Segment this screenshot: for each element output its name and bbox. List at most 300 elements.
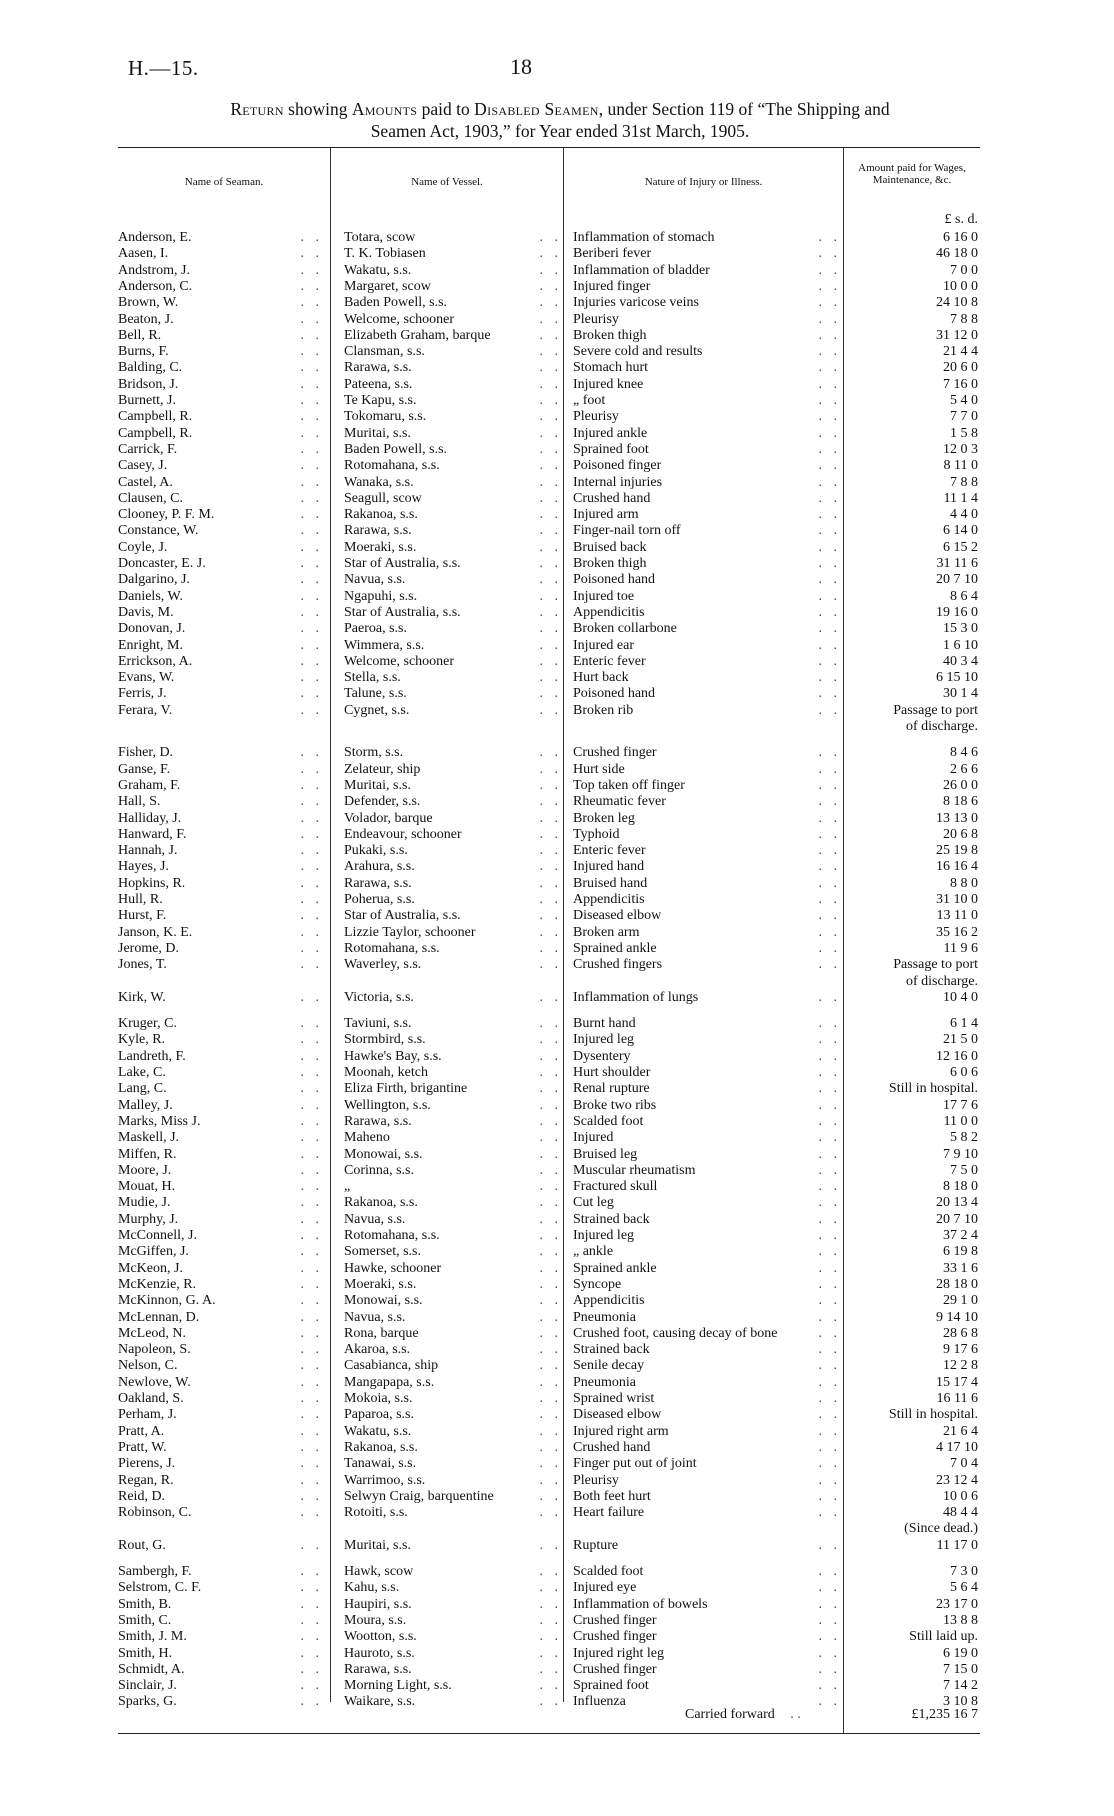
title-paid-to: paid to [417, 99, 475, 119]
amount-paid: 40 3 4 [943, 653, 978, 669]
vessel-name: Star of Australia, s.s. . . [344, 604, 562, 620]
injury-description: Hurt back . . [573, 670, 841, 686]
injury-description: Poisoned finger . . [573, 458, 841, 474]
injury-description: Bruised leg . . [573, 1146, 841, 1162]
column-header-vessel: Name of Vessel. [411, 176, 483, 188]
amount-paid: Still laid up. [909, 1629, 978, 1645]
column-header-injury: Nature of Injury or Illness. [644, 176, 763, 188]
amount-paid: 8 8 0 [950, 875, 978, 891]
amount-paid: 6 14 0 [943, 523, 978, 539]
injury-description: Muscular rheumatism . . [573, 1162, 841, 1178]
amount-paid: 15 17 4 [936, 1374, 978, 1390]
injury-description: Broken collarbone . . [573, 621, 841, 637]
vessel-name: Tokomaru, s.s. . . [344, 409, 562, 425]
vessel-name: Warrimoo, s.s. . . [344, 1472, 562, 1488]
injury-description: Bruised hand . . [573, 875, 841, 891]
amount-paid: 21 6 4 [943, 1423, 978, 1439]
table-row [0, 1358, 1114, 1374]
seaman-name: Pratt, W. . . [118, 1439, 323, 1455]
amount-paid: 1 5 8 [950, 425, 978, 441]
vessel-name: Moeraki, s.s. . . [344, 539, 562, 555]
injury-description: Influenza . . [573, 1694, 841, 1710]
amount-paid: 30 1 4 [943, 686, 978, 702]
seaman-name: Doncaster, E. J. . . [118, 556, 323, 571]
seaman-name: Janson, K. E. . . [118, 924, 323, 940]
seaman-name: Carrick, F. . . [118, 441, 323, 457]
seaman-name: Jones, T. . . [118, 957, 323, 973]
vessel-name: Taviuni, s.s. . . [344, 1016, 562, 1032]
vessel-name: Monowai, s.s. . . [344, 1293, 562, 1309]
seaman-name: Hopkins, R. . . [118, 875, 323, 891]
injury-description: Inflammation of bladder . . [573, 262, 841, 278]
seaman-name: Daniels, W. . . [118, 588, 323, 604]
table-row [0, 827, 1114, 843]
amount-paid: 15 3 0 [943, 621, 978, 637]
table-row [0, 1244, 1114, 1260]
seaman-name: Bell, R. . . [118, 327, 323, 343]
seaman-name: Clooney, P. F. M. . . [118, 507, 323, 523]
table-row [0, 1147, 1114, 1163]
vessel-name: Rarawa, s.s. . . [344, 360, 562, 376]
seaman-name: Nelson, C. . . [118, 1358, 323, 1374]
table-row [0, 328, 1114, 344]
vessel-name: Navua, s.s. . . [344, 1309, 562, 1325]
vessel-name: Rona, barque . . [344, 1325, 562, 1341]
table-row [0, 1326, 1114, 1342]
amount-paid: 8 18 0 [943, 1179, 978, 1195]
amount-paid: 5 4 0 [950, 393, 978, 408]
injury-description: Crushed hand . . [573, 490, 841, 506]
vessel-name: Stormbird, s.s. . . [344, 1032, 562, 1048]
vessel-name: Welcome, schooner . . [344, 653, 562, 669]
amount-paid: 8 6 4 [950, 588, 978, 604]
seaman-name: Ferris, J. . . [118, 686, 323, 702]
amount-paid: 21 4 4 [943, 344, 978, 360]
title-return: Return [230, 99, 284, 119]
seaman-name: Kyle, R. . . [118, 1032, 323, 1048]
vessel-name: Mokoia, s.s. . . [344, 1391, 562, 1406]
seaman-name: Mudie, J. . . [118, 1195, 323, 1211]
injury-description: Injured ankle . . [573, 425, 841, 441]
injury-description: Sprained wrist . . [573, 1391, 841, 1406]
seaman-name: Smith, J. M. . . [118, 1629, 323, 1645]
amount-paid: 6 15 10 [936, 670, 978, 686]
amount-paid: 24 10 8 [936, 295, 978, 311]
amount-paid: 19 16 0 [936, 604, 978, 620]
amount-paid: 11 17 0 [936, 1537, 978, 1553]
table-row [0, 491, 1114, 507]
vessel-name: Muritai, s.s. . . [344, 425, 562, 441]
injury-description: Injured hand . . [573, 859, 841, 875]
amount-paid: 7 14 2 [943, 1678, 978, 1694]
table-row [0, 1456, 1114, 1472]
vessel-name: Volador, barque . . [344, 810, 562, 826]
vessel-name: Defender, s.s. . . [344, 794, 562, 810]
injury-description: Strained back . . [573, 1342, 841, 1358]
amount-paid: 26 0 0 [943, 777, 978, 793]
seaman-name: Anderson, E. . . [118, 230, 323, 245]
seaman-name: Sambergh, F. . . [118, 1564, 323, 1579]
seaman-name: Pierens, J. . . [118, 1456, 323, 1472]
vessel-name: Moura, s.s. . . [344, 1612, 562, 1628]
amount-paid: 17 7 6 [943, 1097, 978, 1113]
vessel-name: Wakatu, s.s. . . [344, 1423, 562, 1439]
amount-paid: 9 17 6 [943, 1342, 978, 1358]
seaman-name: Maskell, J. . . [118, 1130, 323, 1146]
vessel-name: T. K. Tobiasen . . [344, 246, 562, 262]
vessel-name: Pateena, s.s. . . [344, 376, 562, 392]
injury-description: Crushed finger . . [573, 1661, 841, 1677]
amount-paid: 29 1 0 [943, 1293, 978, 1309]
amount-paid: 6 19 8 [943, 1244, 978, 1260]
table-row [0, 360, 1114, 376]
table-row [0, 1098, 1114, 1114]
amount-paid: 12 0 3 [943, 441, 978, 457]
bottom-rule [118, 1733, 980, 1734]
seaman-name: Bridson, J. . . [118, 376, 323, 392]
injury-description: „ foot . . [573, 393, 841, 408]
vessel-name: Baden Powell, s.s. . . [344, 295, 562, 311]
vessel-name: Rotomahana, s.s. . . [344, 940, 562, 956]
table-row [0, 1678, 1114, 1694]
vessel-name: Welcome, schooner . . [344, 311, 562, 327]
table-row [0, 1391, 1114, 1407]
seaman-name: Miffen, R. . . [118, 1146, 323, 1162]
vessel-name: Mangapapa, s.s. . . [344, 1374, 562, 1390]
amount-paid: 7 16 0 [943, 376, 978, 392]
table-row [0, 1081, 1114, 1097]
table-row [0, 523, 1114, 539]
vessel-name: Rakanoa, s.s. . . [344, 507, 562, 523]
seaman-name: Selstrom, C. F. . . [118, 1580, 323, 1596]
table-row [0, 230, 1114, 246]
vessel-name: Waverley, s.s. . . [344, 957, 562, 973]
table-row [0, 778, 1114, 794]
amount-paid: 31 10 0 [936, 892, 978, 907]
injury-description: Injured right arm . . [573, 1423, 841, 1439]
title-amounts: Amounts [351, 99, 418, 119]
vessel-name: Hawk, scow . . [344, 1564, 562, 1579]
table-row [0, 1016, 1114, 1032]
title-section: , under Section 119 of “The Shipping and [598, 99, 890, 119]
amount-paid: 3 10 8 [943, 1694, 978, 1710]
seaman-name: Kirk, W. . . [118, 989, 323, 1005]
vessel-name: Wellington, s.s. . . [344, 1097, 562, 1113]
injury-description: Heart failure . . [573, 1505, 841, 1521]
currency-header: £ s. d. [944, 212, 978, 227]
table-row [0, 1613, 1114, 1629]
injury-description: Fractured skull . . [573, 1179, 841, 1195]
seaman-name: Ferara, V. . . [118, 702, 323, 718]
vessel-name: Hawke's Bay, s.s. . . [344, 1048, 562, 1064]
amount-paid: 7 5 0 [950, 1162, 978, 1178]
seaman-name: Marks, Miss J. . . [118, 1113, 323, 1129]
table-row [0, 1032, 1114, 1048]
vessel-name: Monowai, s.s. . . [344, 1146, 562, 1162]
seaman-name: Hanward, F. . . [118, 826, 323, 842]
injury-description: Syncope . . [573, 1276, 841, 1292]
table-row [0, 1646, 1114, 1662]
injury-description: Inflammation of lungs . . [573, 989, 841, 1005]
vessel-name: „ . . [344, 1179, 562, 1195]
table-row [0, 762, 1114, 778]
table-row [0, 1629, 1114, 1645]
injury-description: Injured ear . . [573, 637, 841, 653]
vessel-name: Rarawa, s.s. . . [344, 523, 562, 539]
injury-description: Typhoid . . [573, 826, 841, 842]
table-row [0, 540, 1114, 556]
seaman-name: Evans, W. . . [118, 670, 323, 686]
vessel-name: Rarawa, s.s. . . [344, 1661, 562, 1677]
injury-description: Sprained foot . . [573, 1678, 841, 1694]
vessel-name: Corinna, s.s. . . [344, 1162, 562, 1178]
vessel-name: Seagull, scow . . [344, 490, 562, 506]
injury-description: Diseased elbow . . [573, 908, 841, 924]
table-row [0, 719, 1114, 735]
amount-paid: 20 13 4 [936, 1195, 978, 1211]
table-row [0, 344, 1114, 360]
amount-paid: 13 11 0 [936, 908, 978, 924]
vessel-name: Star of Australia, s.s. . . [344, 556, 562, 571]
vessel-name: Rarawa, s.s. . . [344, 1113, 562, 1129]
table-row [0, 295, 1114, 311]
injury-description: Rupture . . [573, 1537, 841, 1553]
amount-paid: 6 15 2 [943, 539, 978, 555]
amount-paid: 28 18 0 [936, 1276, 978, 1292]
seaman-name: Hall, S. . . [118, 794, 323, 810]
injury-description: „ ankle . . [573, 1244, 841, 1260]
seaman-name: Constance, W. . . [118, 523, 323, 539]
vessel-name: Wootton, s.s. . . [344, 1629, 562, 1645]
amount-paid: 6 0 6 [950, 1065, 978, 1080]
amount-paid: of discharge. [905, 719, 978, 734]
injury-description: Broken thigh . . [573, 327, 841, 343]
vessel-name: Star of Australia, s.s. . . [344, 908, 562, 924]
injury-description: Poisoned hand . . [573, 572, 841, 588]
table-row [0, 1407, 1114, 1423]
table-row [0, 442, 1114, 458]
vessel-name: Rotomahana, s.s. . . [344, 1228, 562, 1243]
amount-paid: 4 4 0 [950, 507, 978, 523]
injury-description: Injured . . [573, 1130, 841, 1146]
seaman-name: Jerome, D. . . [118, 940, 323, 956]
injury-description: Hurt shoulder . . [573, 1065, 841, 1080]
table-row [0, 393, 1114, 409]
vessel-name: Rotoiti, s.s. . . [344, 1505, 562, 1521]
amount-paid: 25 19 8 [936, 843, 978, 859]
title-disabled-seamen: Disabled Seamen [474, 99, 599, 119]
amount-paid: 10 0 6 [943, 1488, 978, 1504]
amount-paid: 31 11 6 [936, 556, 978, 571]
table-row [0, 1310, 1114, 1326]
vessel-name: Eliza Firth, brigantine . . [344, 1081, 562, 1097]
amount-paid: Still in hospital. [888, 1081, 978, 1097]
seaman-name: Mouat, H. . . [118, 1179, 323, 1195]
amount-paid: 2 6 6 [950, 761, 978, 777]
table-row [0, 1580, 1114, 1596]
table-row [0, 1277, 1114, 1293]
injury-description: Injured right leg . . [573, 1645, 841, 1661]
table-row [0, 670, 1114, 686]
amount-paid: 20 7 10 [936, 572, 978, 588]
amount-paid: 7 3 0 [950, 1564, 978, 1579]
table-row [0, 377, 1114, 393]
table-row [0, 475, 1114, 491]
vessel-name: Selwyn Craig, barquentine . . [344, 1488, 562, 1504]
vessel-name: Elizabeth Graham, barque . . [344, 327, 562, 343]
injury-description: Broken arm . . [573, 924, 841, 940]
table-row [0, 1163, 1114, 1179]
seaman-name: Fisher, D. . . [118, 745, 323, 761]
injury-description: Pneumonia . . [573, 1374, 841, 1390]
title-line2: Seamen Act, 1903,” for Year ended 31st March, 1905. [370, 121, 750, 141]
seaman-name: Lang, C. . . [118, 1081, 323, 1097]
injury-description: Crushed foot, causing decay of bone . . [573, 1325, 841, 1341]
seaman-name: Hurst, F. . . [118, 908, 323, 924]
injury-description: Both feet hurt . . [573, 1488, 841, 1504]
table-row [0, 811, 1114, 827]
seaman-name: Clausen, C. . . [118, 490, 323, 506]
seaman-name: Hannah, J. . . [118, 843, 323, 859]
seaman-name: Aasen, I. . . [118, 246, 323, 262]
injury-description: Crushed fingers . . [573, 957, 841, 973]
vessel-name: Rarawa, s.s. . . [344, 875, 562, 891]
injury-description: Injured finger . . [573, 278, 841, 294]
injury-description: Crushed finger . . [573, 1612, 841, 1628]
seaman-name: Napoleon, S. . . [118, 1342, 323, 1358]
amount-paid: 7 8 8 [950, 474, 978, 490]
amount-paid: 21 5 0 [943, 1032, 978, 1048]
seaman-name: Reid, D. . . [118, 1488, 323, 1504]
table-row [0, 1195, 1114, 1211]
table-row [0, 458, 1114, 474]
table-row [0, 925, 1114, 941]
seaman-name: Lake, C. . . [118, 1065, 323, 1080]
vessel-name: Lizzie Taylor, schooner . . [344, 924, 562, 940]
amount-paid: Still in hospital. [888, 1407, 978, 1423]
vessel-name: Cygnet, s.s. . . [344, 702, 562, 718]
seaman-name: Campbell, R. . . [118, 409, 323, 425]
amount-paid: 5 8 2 [950, 1130, 978, 1146]
seaman-name: Sparks, G. . . [118, 1694, 323, 1710]
seaman-name: Dalgarino, J. . . [118, 572, 323, 588]
table-row [0, 892, 1114, 908]
seaman-name: Malley, J. . . [118, 1097, 323, 1113]
table-row [0, 426, 1114, 442]
table-row [0, 1293, 1114, 1309]
vessel-name: Somerset, s.s. . . [344, 1244, 562, 1260]
amount-paid: 12 2 8 [943, 1358, 978, 1374]
vessel-name: Hawke, schooner . . [344, 1260, 562, 1276]
vessel-name: Baden Powell, s.s. . . [344, 441, 562, 457]
amount-paid: 7 0 4 [950, 1456, 978, 1472]
seaman-name: Coyle, J. . . [118, 539, 323, 555]
injury-description: Appendicitis . . [573, 1293, 841, 1309]
injury-description: Hurt side . . [573, 761, 841, 777]
injury-description: Scalded foot . . [573, 1564, 841, 1579]
seaman-name: Smith, C. . . [118, 1612, 323, 1628]
table-row [0, 246, 1114, 262]
vessel-name: Arahura, s.s. . . [344, 859, 562, 875]
amount-paid: 46 18 0 [936, 246, 978, 262]
injury-description: Broke two ribs . . [573, 1097, 841, 1113]
amount-paid: of discharge. [905, 973, 978, 989]
amount-paid: 37 2 4 [943, 1228, 978, 1243]
injury-description: Renal rupture . . [573, 1081, 841, 1097]
injury-description: Strained back . . [573, 1211, 841, 1227]
injury-description: Bruised back . . [573, 539, 841, 555]
amount-paid: Passage to port [893, 702, 978, 718]
carried-forward-text: Carried forward [685, 1707, 775, 1722]
vessel-name: Hauroto, s.s. . . [344, 1645, 562, 1661]
table-row [0, 745, 1114, 761]
injury-description: Pneumonia . . [573, 1309, 841, 1325]
page-number: 18 [510, 54, 532, 79]
seaman-name: McKinnon, G. A. . . [118, 1293, 323, 1309]
vessel-name: Muritai, s.s. . . [344, 777, 562, 793]
injury-description: Beriberi fever . . [573, 246, 841, 262]
seaman-name: Halliday, J. . . [118, 810, 323, 826]
injury-description: Sprained ankle . . [573, 1260, 841, 1276]
vessel-name: Endeavour, schooner . . [344, 826, 562, 842]
vessel-name: Zelateur, ship . . [344, 761, 562, 777]
table-row [0, 794, 1114, 810]
injury-description: Appendicitis . . [573, 604, 841, 620]
injury-description: Sprained ankle . . [573, 940, 841, 956]
seaman-name: Casey, J. . . [118, 458, 323, 474]
vessel-name: Haupiri, s.s. . . [344, 1596, 562, 1612]
vessel-name: Wakatu, s.s. . . [344, 262, 562, 278]
amount-paid: (Since dead.) [904, 1521, 978, 1537]
seaman-name: Regan, R. . . [118, 1472, 323, 1488]
table-row [0, 957, 1114, 973]
table-row [0, 621, 1114, 637]
seaman-name: McLeod, N. . . [118, 1325, 323, 1341]
vessel-name: Margaret, scow . . [344, 278, 562, 294]
vessel-name: Poherua, s.s. . . [344, 892, 562, 907]
injury-description: Inflammation of bowels . . [573, 1596, 841, 1612]
injury-description: Crushed finger . . [573, 1629, 841, 1645]
table-row [0, 1505, 1114, 1521]
table-row [0, 1065, 1114, 1081]
seaman-name: Balding, C. . . [118, 360, 323, 376]
amount-paid: 6 16 0 [943, 230, 978, 245]
seaman-name: McGiffen, J. . . [118, 1244, 323, 1260]
report-reference: H.—15. [128, 56, 199, 80]
table-row [0, 941, 1114, 957]
vessel-name: Rakanoa, s.s. . . [344, 1195, 562, 1211]
vessel-name: Totara, scow . . [344, 230, 562, 245]
table-row [0, 1538, 1114, 1554]
injury-description: Dysentery . . [573, 1048, 841, 1064]
carried-forward-total: £1,235 16 7 [911, 1707, 978, 1722]
injury-description: Pleurisy . . [573, 409, 841, 425]
vessel-name: Paeroa, s.s. . . [344, 621, 562, 637]
table-row [0, 279, 1114, 295]
amount-paid: 20 7 10 [936, 1211, 978, 1227]
amount-paid: 7 0 0 [950, 262, 978, 278]
vessel-name: Wimmera, s.s. . . [344, 637, 562, 653]
table-row [0, 843, 1114, 859]
injury-description: Pleurisy . . [573, 1472, 841, 1488]
amount-paid: 10 4 0 [943, 989, 978, 1005]
table-row [0, 1130, 1114, 1146]
table-row [0, 409, 1114, 425]
table-row [0, 1049, 1114, 1065]
seaman-name: McLennan, D. . . [118, 1309, 323, 1325]
amount-paid: 28 6 8 [943, 1325, 978, 1341]
amount-paid: 6 1 4 [950, 1016, 978, 1032]
